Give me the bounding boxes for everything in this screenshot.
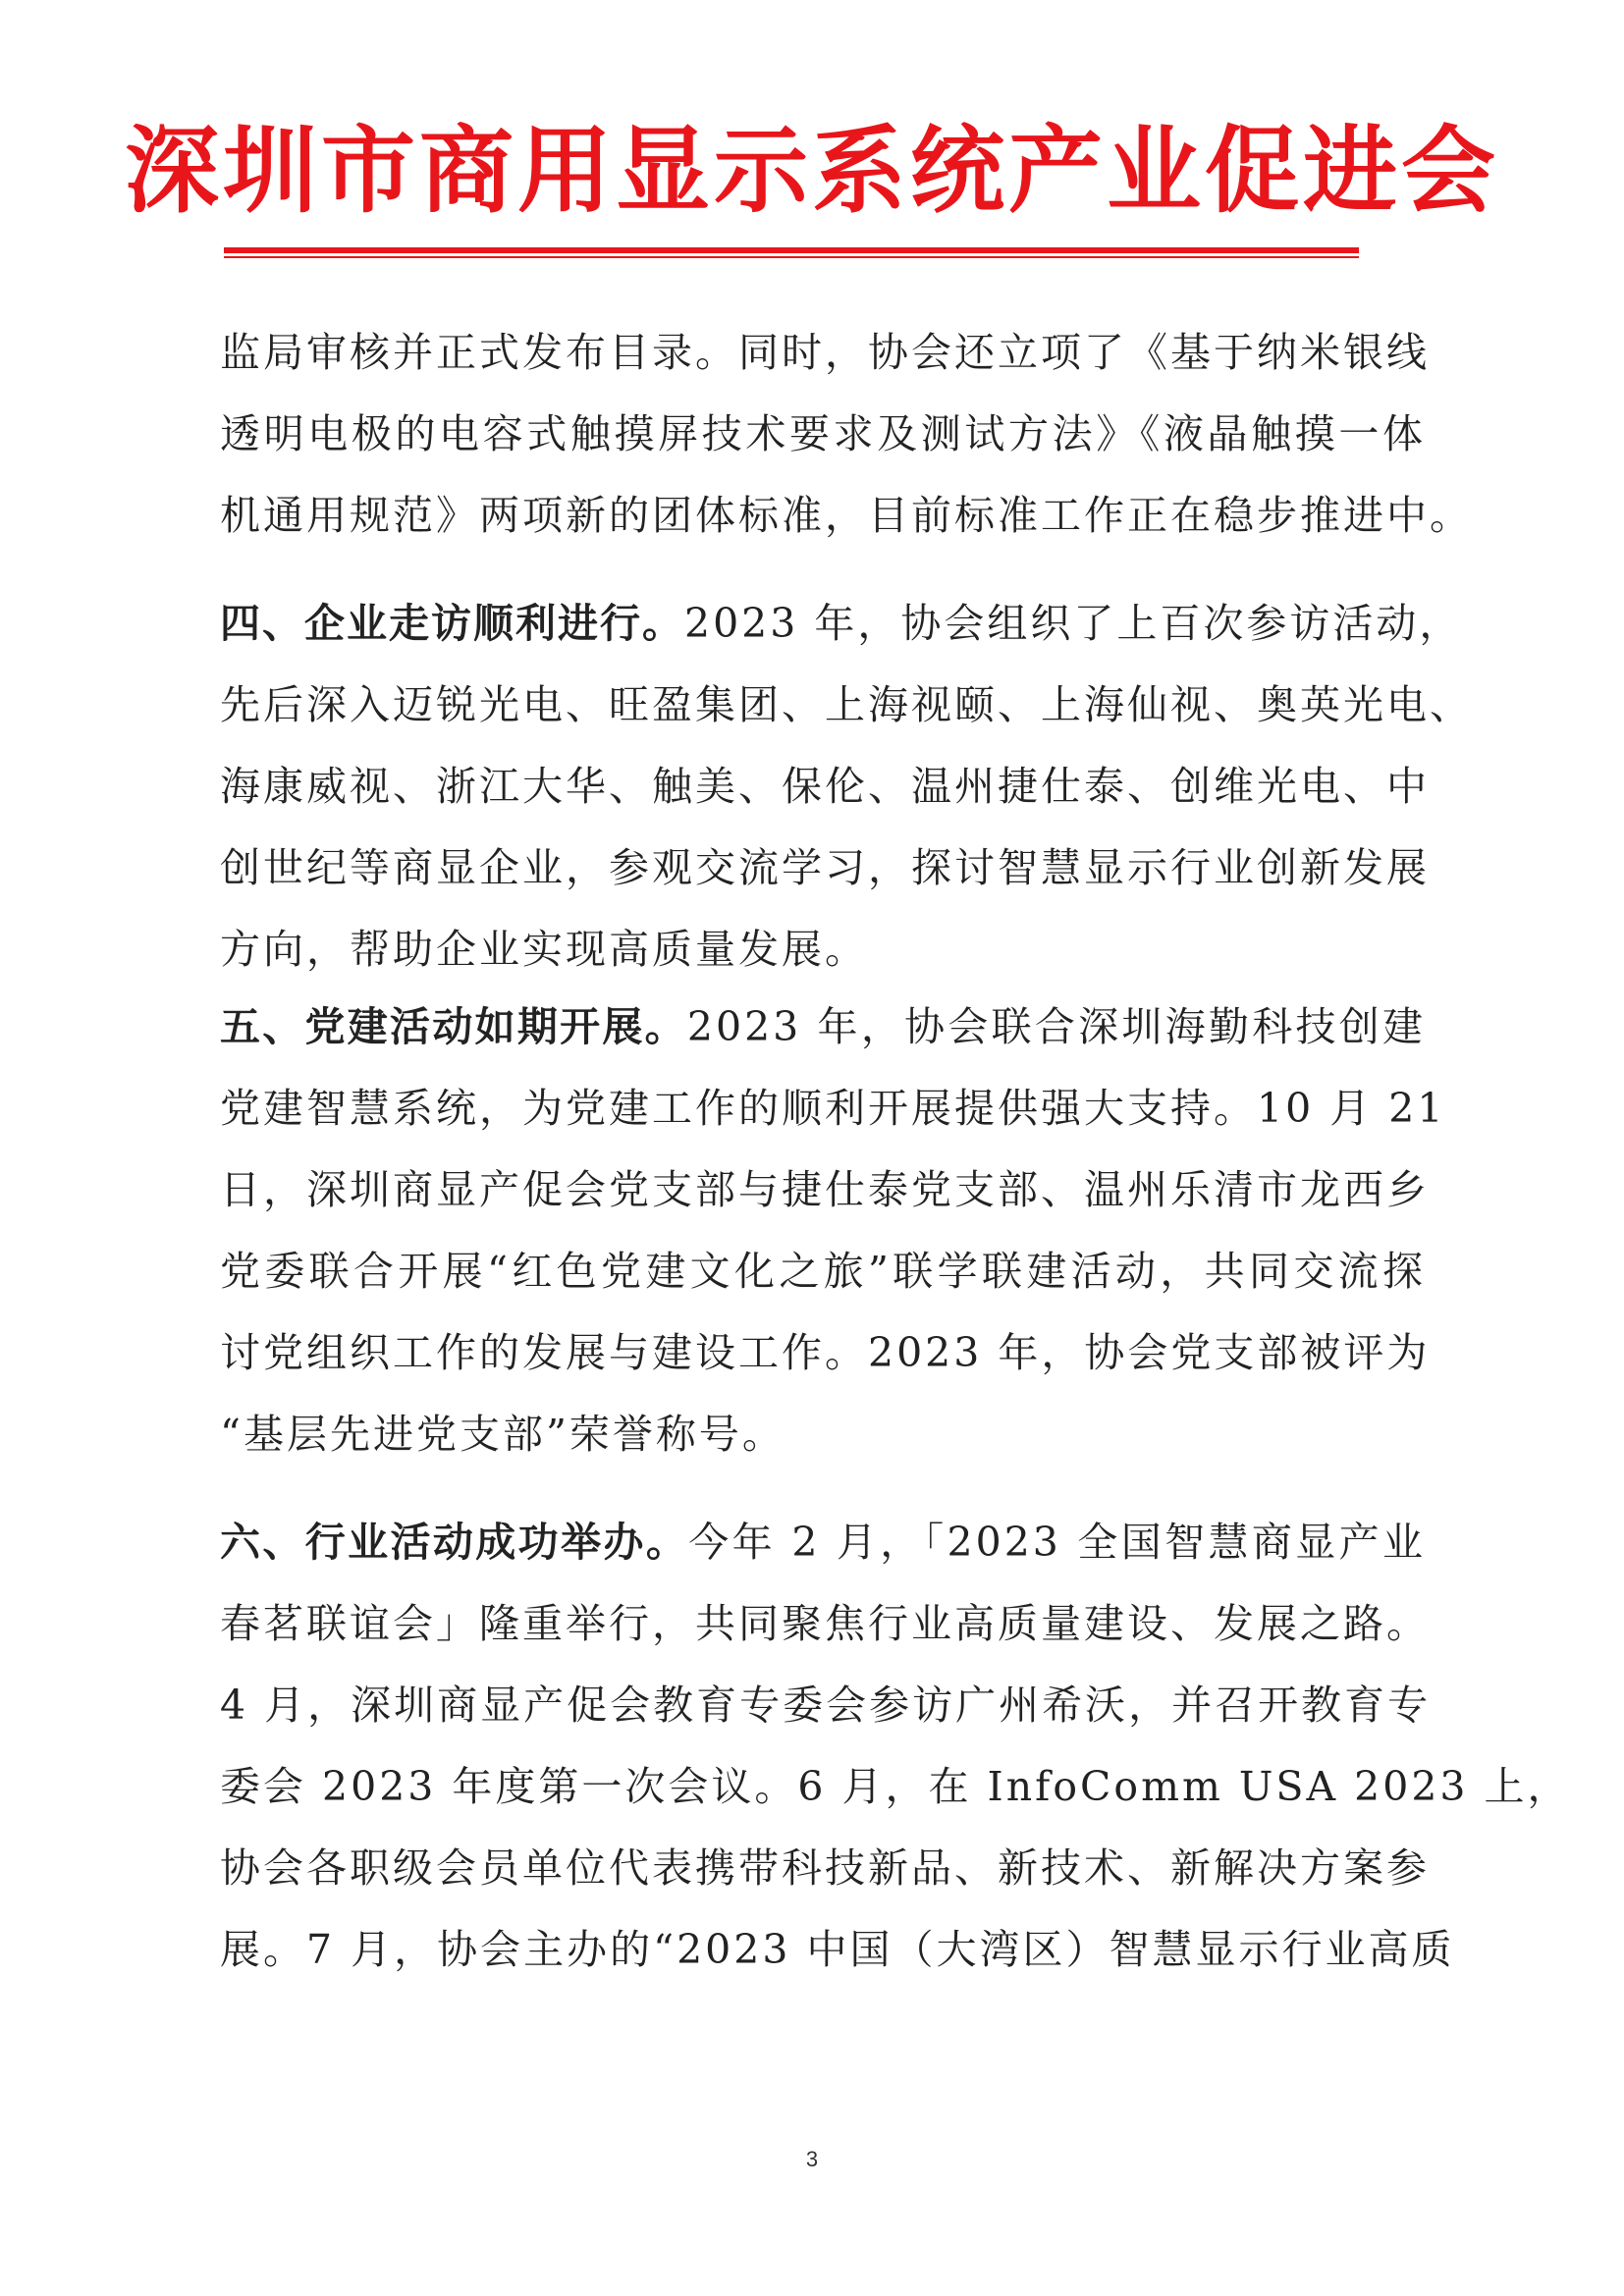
paragraph-enterprise-visits [220,583,1473,990]
text-line: 机通用规范》两项新的团体标准，目前标准工作正在稳步推进中。 [220,492,1473,539]
paragraph-industry-events [220,1502,1571,1991]
section-heading: 四、企业走访顺利进行。 [220,600,684,647]
text-line [220,1502,1426,1583]
text-line: 讨党组织工作的发展与建设工作。2023 年，协会党支部被评为 [220,1329,1431,1376]
text-line: 海康威视、浙江大华、触美、保伦、温州捷仕泰、创维光电、中 [220,763,1430,810]
letterhead-rule-thin [224,256,1359,258]
text-line: 党委联合开展“红色党建文化之旅”联学联建活动，共同交流探 [220,1248,1426,1295]
text-line: 方向，帮助企业实现高质量发展。 [220,926,868,973]
text-line: 党建智慧系统，为党建工作的顺利开展提供强大支持。10 月 21 [220,1085,1446,1132]
text-line: 先后深入迈锐光电、旺盈集团、上海视颐、上海仙视、奥英光电、 [220,681,1473,728]
section-heading: 六、行业活动成功举办。 [220,1519,689,1566]
section-heading: 五、党建活动如期开展。 [220,1003,687,1050]
text-run: 2023 年，协会联合深圳海勤科技创建 [686,1003,1427,1050]
text-line: 协会各职级会员单位代表携带科技新品、新技术、新解决方案参 [220,1844,1430,1892]
text-line: 透明电极的电容式触摸屏技术要求及测试方法》《液晶触摸一体 [220,410,1426,457]
letterhead-title: 深圳市商用显示系统产业促进会 [125,116,1499,226]
text-line: 日，深圳商显产促会党支部与捷仕泰党支部、温州乐清市龙西乡 [220,1166,1430,1213]
text-run: 2023 年，协会组织了上百次参访活动， [684,600,1463,647]
paragraph-standards [220,312,1473,557]
text-line: 监局审核并正式发布目录。同时，协会还立项了《基于纳米银线 [220,329,1430,376]
text-line: 4 月，深圳商显产促会教育专委会参访广州希沃，并召开教育专 [220,1682,1432,1729]
text-line [220,987,1426,1068]
page-number: 3 [805,2147,819,2171]
text-run: 今年 2 月，「2023 全国智慧商显产业 [688,1519,1426,1566]
letterhead [0,116,1624,226]
text-line [220,583,1463,665]
document-body [220,312,1571,1991]
paragraph-party-building [220,987,1446,1475]
text-line: 春茗联谊会」隆重举行，共同聚焦行业高质量建设、发展之路。 [220,1600,1430,1647]
letterhead-rule-thick [224,247,1359,253]
text-line: 展。7 月，协会主办的“2023 中国（大湾区）智慧显示行业高质 [220,1926,1455,1973]
text-line: 委会 2023 年度第一次会议。6 月，在 InfoComm USA 2023 上， [220,1763,1571,1810]
text-line: 创世纪等商显企业，参观交流学习，探讨智慧显示行业创新发展 [220,844,1430,891]
text-line: “基层先进党支部”荣誉称号。 [220,1411,785,1458]
